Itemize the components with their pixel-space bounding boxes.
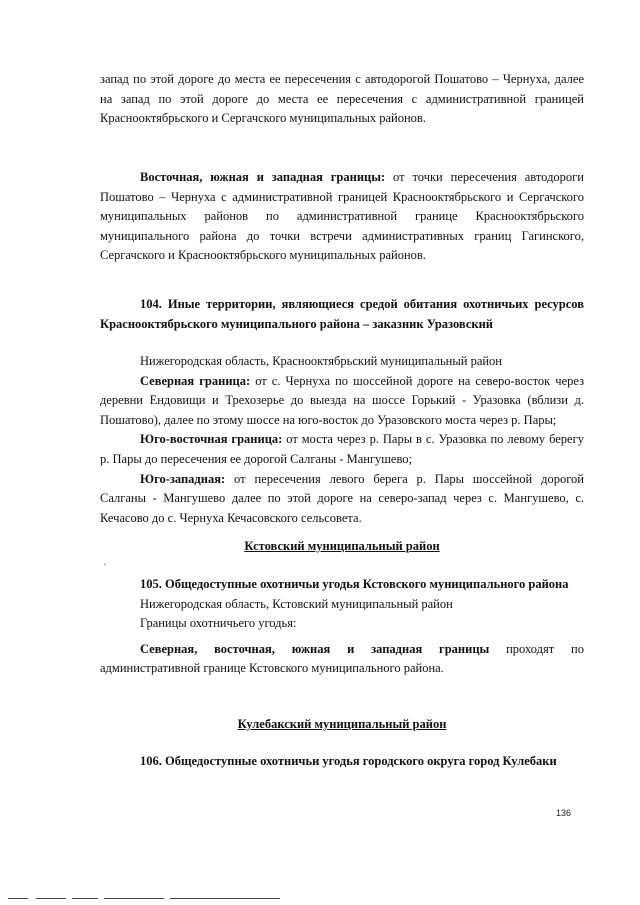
boundary-label: Юго-западная:	[140, 471, 226, 486]
section-104-title	[100, 295, 584, 334]
boundary-text: от пересечения левого берега р. Пары шоссейной дорогой Салганы - Мангушево далее по этой дороге на северо-запад через с. Мангушево, с. Кечасово до с. Чернуха Кечасовского сельсовета.	[100, 471, 584, 525]
scan-edge-mark	[8, 898, 28, 899]
region-line: Нижегородская область, Краснооктябрьский муниципальный район	[140, 354, 502, 368]
boundary-text: от точки пересечения автодороги Пошатово – Чернуха с административной границей Краснооктябрьского и Сергачского муниципальных районов по административной границе Краснооктябрьского муниципального района до точки встречи административных границ Гагинского, Сергачского и Краснооктябрьского муниципальных районов.	[100, 170, 585, 263]
boundary-label: Восточная, южная и западная границы:	[140, 170, 386, 184]
boundary-label: Северная, восточная, южная и западная границы	[140, 641, 490, 656]
section-title: 105. Общедоступные охотничьи угодья Кстовского муниципального района	[140, 577, 569, 591]
page-number: 136	[556, 808, 572, 818]
section-title: 104. Иные территории, являющиеся средой обитания охотничьих ресурсов Краснооктябрьского муниципального района – заказник Уразовский	[100, 297, 584, 331]
boundary-text: проходят по административной границе Кстовского муниципального района.	[100, 641, 584, 676]
scan-edge-mark	[170, 898, 280, 899]
bounds-intro: Границы охотничьего угодья:	[140, 616, 297, 631]
paragraph-east-south-west	[100, 168, 584, 266]
boundary-text: от с. Чернуха по шоссейной дороге на северо-восток через деревни Ендовищи и Трехозерье до выезда на шоссе Горький - Уразовка (вблизи д. Пошатово), далее по этому шоссе на юго-восток до Уразовского моста через р. Пары;	[100, 373, 585, 427]
boundary-label: Юго-восточная граница:	[140, 432, 283, 447]
scan-edge-mark	[36, 898, 66, 899]
section-104-body	[100, 352, 584, 528]
section-106-title	[100, 752, 584, 772]
boundary-label: Северная граница:	[140, 373, 251, 388]
scan-edge-mark	[104, 898, 164, 899]
region-line: Нижегородская область, Кстовский муниципальный район	[140, 596, 453, 611]
text-paragraph: запад по этой дороге до места ее пересечения с автодорогой Пошатово – Чернуха, далее на запад по этой дороге до места ее пересечения с административной границей Краснооктябрьского и Сергачского муниципальных районов.	[100, 72, 584, 126]
section-title: 106. Общедоступные охотничьи угодья городского округа город Кулебаки	[140, 754, 557, 768]
district-heading-kstovo: Кстовский муниципальный район	[244, 539, 440, 553]
scan-edge-mark	[72, 898, 98, 899]
boundary-text: от моста через р. Пары в с. Уразовка по левому берегу р. Пары до пересечения ее дорогой Салганы - Мангушево;	[100, 432, 584, 466]
district-heading-kulebaki: Кулебакский муниципальный район	[237, 717, 447, 731]
section-105	[100, 575, 584, 679]
paragraph-continuation	[100, 70, 584, 129]
scan-speck	[104, 564, 106, 565]
